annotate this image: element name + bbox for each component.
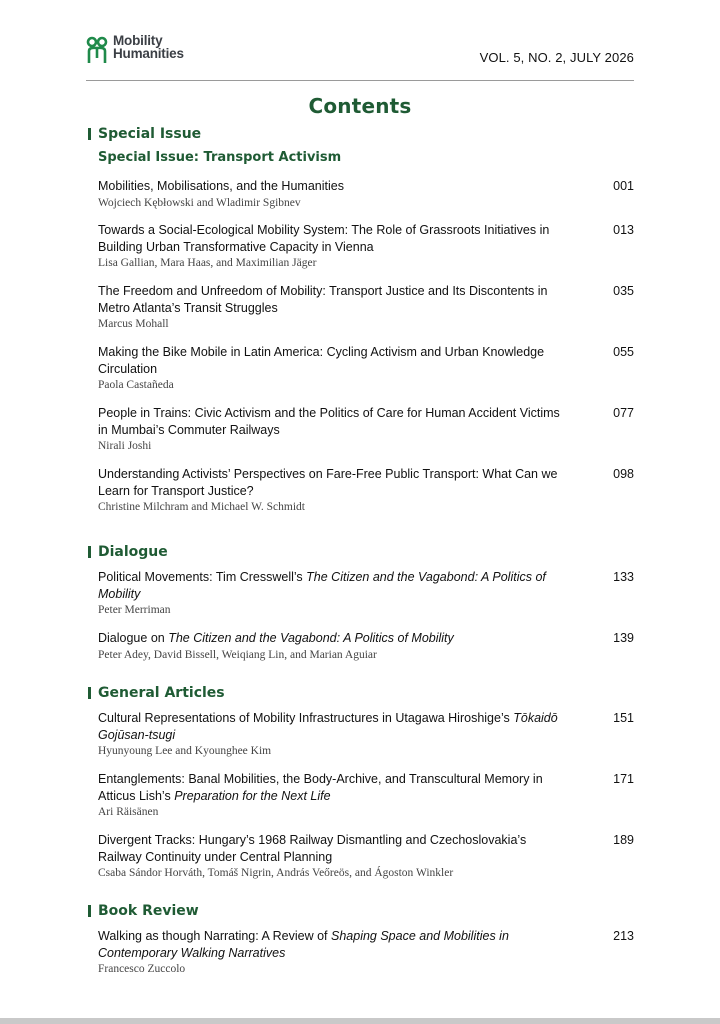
section-bar-icon	[88, 905, 91, 917]
subsection-transport-activism: Special Issue: Transport Activism	[98, 150, 342, 165]
toc-entry[interactable]	[98, 405, 634, 454]
entry-title-italic: Preparation for the Next Life	[174, 788, 331, 803]
entry-page: 171	[613, 772, 634, 786]
toc-entry[interactable]	[98, 630, 634, 663]
toc-entry[interactable]	[98, 178, 634, 211]
entry-title-text: Political Movements: Tim Cresswell’s	[98, 570, 307, 584]
section-label: General Articles	[98, 685, 225, 701]
toc-entry[interactable]	[98, 928, 634, 977]
entry-authors: Christine Milchram and Michael W. Schmidt	[98, 501, 305, 513]
logo-line-1: Mobility	[113, 33, 163, 48]
entry-authors: Csaba Sándor Horváth, Tomáš Nigrin, András Veőreös, and Ágoston Winkler	[98, 867, 454, 879]
entry-title	[98, 710, 568, 743]
entry-page: 189	[613, 833, 634, 847]
section-label: Special Issue	[98, 126, 202, 142]
entry-authors: Lisa Gallian, Mara Haas, and Maximilian Jäger	[98, 257, 317, 269]
entry-authors: Nirali Joshi	[98, 440, 152, 452]
entry-authors: Marcus Mohall	[98, 318, 169, 330]
entry-title-text: Cultural Representations of Mobility Infrastructures in Utagawa Hiroshige’s	[98, 711, 514, 725]
toc-entry[interactable]	[98, 771, 634, 820]
entry-authors: Wojciech Kębłowski and Wladimir Sgibnev	[98, 196, 301, 209]
section-dialogue	[86, 544, 168, 560]
journal-name	[113, 34, 184, 60]
entry-authors: Hyunyoung Lee and Kyounghee Kim	[98, 745, 272, 757]
page-bottom-edge	[0, 1018, 720, 1024]
toc-entry[interactable]	[98, 283, 634, 332]
section-bar-icon	[88, 128, 91, 140]
entry-title	[98, 630, 568, 647]
entry-authors: Peter Merriman	[98, 604, 171, 616]
entry-title: Mobilities, Mobilisations, and the Humanities	[98, 179, 344, 193]
section-bar-icon	[88, 687, 91, 699]
toc-entry[interactable]	[98, 222, 634, 271]
entry-title-text: Entanglements: Banal Mobilities, the Body-Archive, and Transcultural Memory in Atticus Lish’s	[98, 772, 543, 803]
people-logo-icon	[86, 36, 108, 64]
section-label: Dialogue	[98, 544, 168, 560]
entry-page: 013	[613, 223, 634, 237]
entry-title: Divergent Tracks: Hungary’s 1968 Railway Dismantling and Czechoslovakia’s Railway Continuity under Central Planning	[98, 833, 527, 864]
entry-title: People in Trains: Civic Activism and the Politics of Care for Human Accident Victims in Mumbai’s Commuter Railways	[98, 406, 560, 437]
journal-logo[interactable]	[86, 34, 184, 64]
entry-title-text: Dialogue on	[98, 631, 169, 645]
entry-title	[98, 928, 568, 961]
entry-title: Making the Bike Mobile in Latin America: Cycling Activism and Urban Knowledge Circulation	[98, 345, 545, 376]
entry-title-italic: Tōkaidō Gojūsan-tsugi	[98, 711, 558, 742]
entry-title: Towards a Social-Ecological Mobility System: The Role of Grassroots Initiatives in Building Urban Transformative Capacity in Vienna	[98, 223, 550, 254]
entry-authors: Ari Räisänen	[98, 806, 159, 818]
section-label: Book Review	[98, 903, 199, 919]
section-special-issue	[86, 126, 201, 142]
entry-page: 139	[613, 631, 634, 645]
section-general-articles	[86, 685, 225, 701]
page-title: Contents	[308, 94, 412, 118]
entry-title-text: Walking as though Narrating: A Review of	[98, 929, 331, 943]
entry-title-italic: The Citizen and the Vagabond: A Politics of Mobility	[98, 570, 546, 601]
section-bar-icon	[88, 546, 91, 558]
toc-entry[interactable]	[98, 466, 634, 515]
entry-title	[98, 569, 568, 602]
entry-title: The Freedom and Unfreedom of Mobility: Transport Justice and Its Discontents in Metro Atlanta’s Transit Struggles	[98, 284, 548, 315]
toc-entry[interactable]	[98, 344, 634, 393]
entry-page: 035	[613, 284, 634, 298]
entry-authors: Paola Castañeda	[98, 379, 174, 391]
toc-entry[interactable]	[98, 832, 634, 881]
logo-line-2: Humanities	[113, 46, 184, 61]
entry-authors: Francesco Zuccolo	[98, 963, 186, 975]
toc-entry[interactable]	[98, 710, 634, 759]
entry-page: 077	[613, 406, 634, 420]
volume-issue: VOL. 5, NO. 2, JULY 2026	[479, 50, 634, 65]
entry-title: Understanding Activists’ Perspectives on Fare-Free Public Transport: What Can we Learn for Transport Justice?	[98, 467, 558, 498]
entry-title-italic: The Citizen and the Vagabond: A Politics of Mobility	[168, 631, 454, 645]
entry-page: 001	[613, 179, 634, 193]
entry-page: 133	[613, 570, 634, 584]
entry-page: 151	[613, 711, 634, 725]
entry-title	[98, 771, 568, 804]
entry-page: 055	[613, 345, 634, 359]
page-header	[86, 34, 634, 81]
toc-entry[interactable]	[98, 569, 634, 618]
entry-page: 098	[613, 467, 634, 481]
entry-page: 213	[613, 929, 634, 943]
entry-title-italic: Shaping Space and Mobilities in Contemporary Walking Narratives	[98, 929, 509, 960]
entry-authors: Peter Adey, David Bissell, Weiqiang Lin, and Marian Aguiar	[98, 648, 377, 661]
section-book-review	[86, 903, 199, 919]
